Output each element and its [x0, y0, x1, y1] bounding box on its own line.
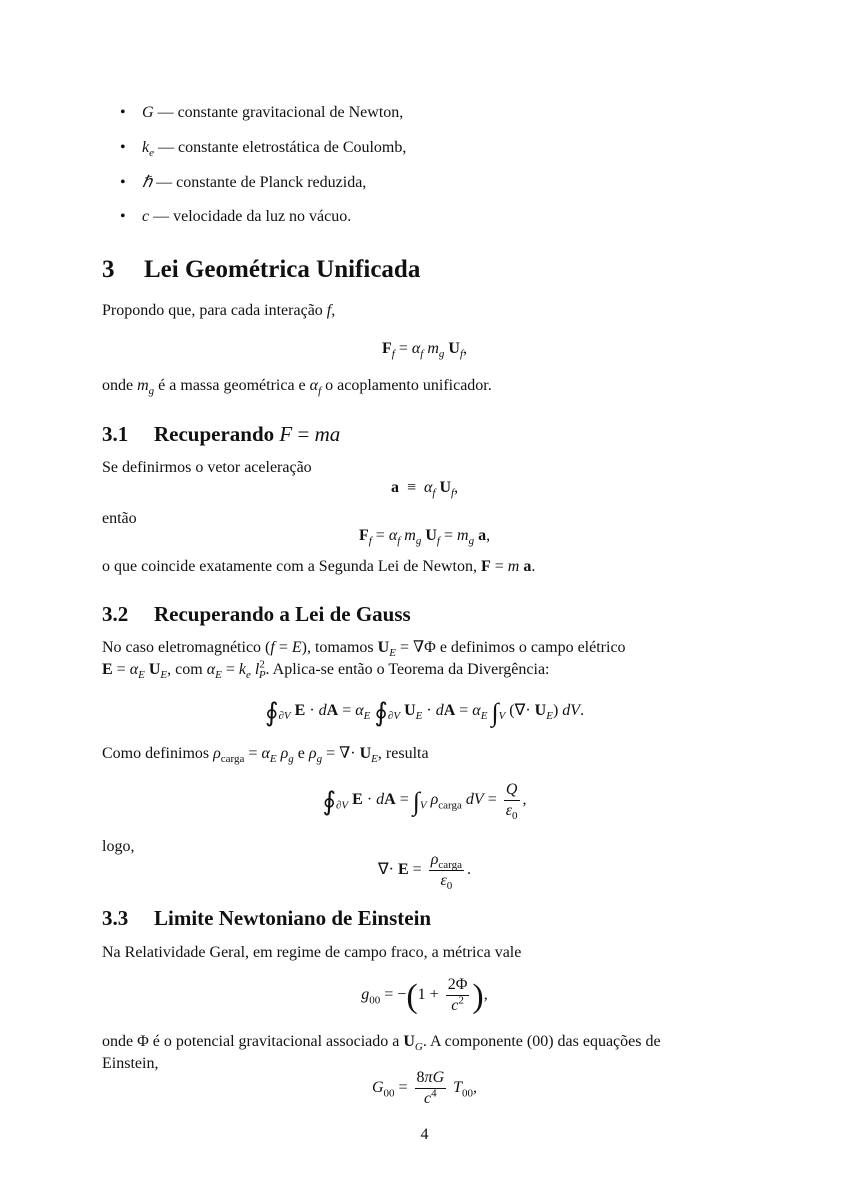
paragraph: No caso eletromagnético (f = E), tomamos $U_E = \nabla\Phi$ e definimos o campo elétrico — [102, 639, 626, 660]
page-number: 4 — [420, 1126, 429, 1143]
equation: ∇· E = $\frac{\rho_{carga}}{\varepsilon_0}$ . — [377, 851, 472, 893]
paragraph: Propondo que, para cada interação f, — [102, 302, 336, 319]
paragraph: $E = \alpha_E$ $U_E$, com $\alpha_E = k_e$ $l^2_P$. Aplica-se então o Teorema da Divergência: — [102, 658, 550, 682]
equation: $∮_{\partial V}$ E · dA = $\int_V$ $\rho_{carga}$ dV = $\frac{Q}{\varepsilon_0}$ , — [322, 781, 527, 823]
equation: $g_{00} = -(1$ + $\frac{2\Phi}{c^2}$ ), — [361, 976, 488, 1016]
equation: $F_f = \alpha_f$ $m_g$ $U_f = m_g$ a, — [358, 527, 491, 548]
paragraph: o que coincide exatamente com a Segunda Lei de Newton, F = m a. — [102, 558, 536, 575]
subsection-heading: 3.1 Recuperando F = ma — [102, 422, 341, 446]
paragraph: Se definirmos o vetor aceleração — [102, 459, 312, 476]
equation: $F_f = \alpha_f$ $m_g$ $U_f$, — [381, 340, 468, 361]
paragraph: onde Φ é o potencial gravitacional associado a $U_G$. A componente (00) das equações de — [102, 1033, 661, 1054]
paragraph: Como definimos $\rho_{carga} = \alpha_E$ $\rho_g$ e $\rho_g$ = ∇· $U_E$, resulta — [102, 745, 429, 766]
equation: $a \equiv \alpha_f$ $U_f$, — [390, 479, 459, 500]
equation: $∮_{\partial V}$ E · dA = $\alpha_E$ $∮_{\partial V}$ $U_E$ · dA = $\alpha_E$ $\int_V$ (∇· $U_E$) dV. — [264, 698, 585, 727]
paragraph: Einstein, — [102, 1055, 159, 1072]
paragraph: então — [102, 510, 137, 527]
list-item: • G — constante gravitacional de Newton, — [120, 104, 404, 121]
list-item: • $k_e$ — constante eletrostática de Coulomb, — [120, 139, 407, 160]
subsection-heading: 3.2 Recuperando a Lei de Gauss — [102, 602, 411, 626]
list-item: • ℏ — constante de Planck reduzida, — [120, 174, 367, 191]
paragraph: Na Relatividade Geral, em regime de campo fraco, a métrica vale — [102, 944, 522, 961]
subsection-heading: 3.3 Limite Newtoniano de Einstein — [102, 906, 432, 930]
paragraph: onde $m_g$ é a massa geométrica e $\alpha_f$ o acoplamento unificador. — [102, 377, 492, 398]
list-item: • c — velocidade da luz no vácuo. — [120, 208, 352, 225]
section-heading: 3 Lei Geométrica Unificada — [102, 256, 421, 283]
paragraph: logo, — [102, 838, 135, 855]
equation: $G_{00}$ = $\frac{8\pi G}{c^4}$ $T_{00}$, — [371, 1069, 478, 1107]
